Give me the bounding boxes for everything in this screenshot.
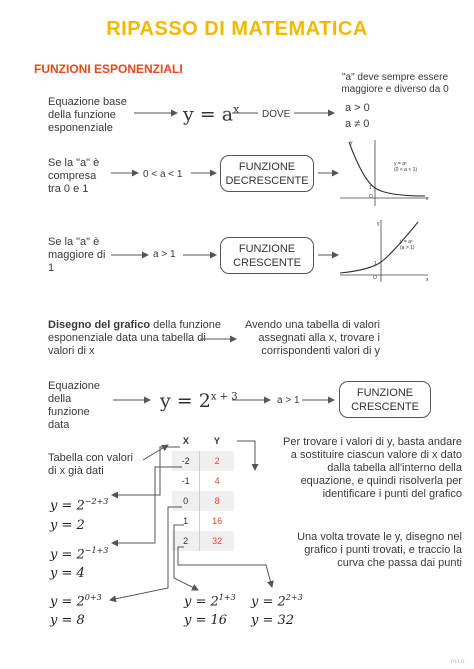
table-cell-y: 32 bbox=[200, 531, 234, 551]
graph2-one-label: 1 bbox=[374, 261, 377, 267]
box-funzione-decrescente: FUNZIONE DECRESCENTE bbox=[220, 155, 314, 192]
graph1-y-axis-label: y bbox=[350, 140, 353, 146]
graph1-label-eq: y = aˣ bbox=[394, 161, 407, 167]
graph1-curve bbox=[349, 142, 425, 196]
page-title: RIPASSO DI MATEMATICA bbox=[106, 18, 368, 40]
table-cell-y: 8 bbox=[200, 491, 234, 511]
calc1-exp: −2+3 bbox=[84, 497, 109, 506]
avendo-text: Avendo una tabella di valori assegnati alla x, trovare i corrispondenti valori di y bbox=[245, 319, 380, 357]
graph1-x-axis-label: x bbox=[426, 196, 429, 202]
table-cell-x: -2 bbox=[172, 451, 200, 471]
arrow-row-0 bbox=[110, 507, 182, 600]
row1-label: Se la "a" è compresa tra 0 e 1 bbox=[48, 157, 100, 195]
eq-data-label: Equazione della funzione data bbox=[48, 380, 100, 431]
row2-condition: a > 1 bbox=[153, 249, 176, 260]
eq-data-condition: a > 1 bbox=[277, 395, 300, 406]
table-header-y: Y bbox=[213, 436, 220, 446]
graph1-one-label: 1 bbox=[369, 185, 372, 191]
box-funzione-crescente: FUNZIONE CRESCENTE bbox=[220, 237, 314, 274]
disegno-bold: Disegno del grafico bbox=[48, 319, 151, 331]
graph2-x-axis-label: x bbox=[426, 277, 429, 283]
eq-base-text: y = a bbox=[183, 103, 234, 126]
eq-base-label: Equazione base della funzione esponenziale bbox=[48, 96, 127, 134]
calc2-base: y = 2 bbox=[50, 547, 85, 563]
graph-increasing bbox=[340, 220, 428, 282]
section-title: FUNZIONI ESPONENZIALI bbox=[34, 62, 183, 76]
calc1-base: y = 2 bbox=[50, 498, 85, 514]
calc2-result: y = 4 bbox=[50, 566, 85, 581]
disegno-rest: della funzione esponenziale data una tabella di valori di x bbox=[48, 319, 222, 357]
paragraph-find-y: Per trovare i valori di y, basta andare a sostituire ciascun valore di x dato dalla tabella all'interno della equazione, e quindi risolverla per identificare i punti del grafico bbox=[283, 436, 462, 500]
arrow-row-2 bbox=[178, 547, 272, 587]
dove-label: DOVE bbox=[262, 109, 291, 120]
table-cell-x: -1 bbox=[172, 471, 200, 491]
eq-data-text: y = 2 bbox=[160, 390, 211, 412]
calc4-base: y = 2 bbox=[184, 594, 219, 610]
calc5-base: y = 2 bbox=[251, 594, 286, 610]
arrow-table-to-text bbox=[237, 441, 255, 470]
table-header-x: X bbox=[182, 436, 189, 446]
graph2-label-eq: y = aˣ bbox=[400, 239, 413, 245]
table-cell-y: 4 bbox=[214, 476, 220, 486]
condition-a-nonzero: a ≠ 0 bbox=[345, 118, 370, 130]
calc2-exp: −1+3 bbox=[84, 546, 109, 555]
graph-decreasing bbox=[340, 140, 428, 206]
calc3-result: y = 8 bbox=[50, 613, 85, 628]
graph2-label-cond: (a > 1) bbox=[400, 245, 415, 251]
table-label: Tabella con valori di x già dati bbox=[48, 452, 133, 477]
graph2-y-axis-label: y bbox=[377, 221, 380, 227]
table-cell-x: 0 bbox=[172, 491, 200, 511]
eq-data-exponent: x + 3 bbox=[210, 391, 238, 403]
calc4-result: y = 16 bbox=[184, 613, 228, 628]
graph1-label-cond: (0 < a < 1) bbox=[394, 167, 418, 173]
watermark: m.r.o. bbox=[450, 659, 466, 665]
table-cell-y: 16 bbox=[212, 516, 223, 526]
arrow-row-m1 bbox=[112, 467, 182, 543]
calc5-result: y = 32 bbox=[251, 613, 295, 628]
condition-a-positive: a > 0 bbox=[345, 102, 370, 114]
graph1-origin-label: O bbox=[369, 194, 373, 200]
arrow-row-m2 bbox=[112, 447, 180, 495]
row1-condition: 0 < a < 1 bbox=[143, 169, 183, 180]
note-a: "a" deve sempre essere maggiore e diverso da 0 bbox=[341, 72, 449, 95]
calc3-exp: 0+3 bbox=[84, 593, 102, 602]
graph2-origin-label: O bbox=[373, 275, 377, 281]
table-cell-x: 1 bbox=[172, 511, 200, 531]
eq-base-exponent: x bbox=[233, 103, 240, 116]
row2-label: Se la "a" è maggiore di 1 bbox=[48, 236, 106, 274]
calc5-exp: 2+3 bbox=[285, 593, 303, 602]
table-cell-x: 2 bbox=[172, 531, 200, 551]
paragraph-draw-points: Una volta trovate le y, disegno nel grafico i punti trovati, e traccio la curva che passa dai punti bbox=[297, 531, 462, 569]
box-funzione-crescente-data: FUNZIONE CRESCENTE bbox=[339, 381, 431, 418]
graph2-curve bbox=[340, 222, 418, 273]
calc1-result: y = 2 bbox=[50, 518, 85, 533]
table-cell-y: 2 bbox=[200, 451, 234, 471]
calc3-base: y = 2 bbox=[50, 594, 85, 610]
calc4-exp: 1+3 bbox=[218, 593, 236, 602]
